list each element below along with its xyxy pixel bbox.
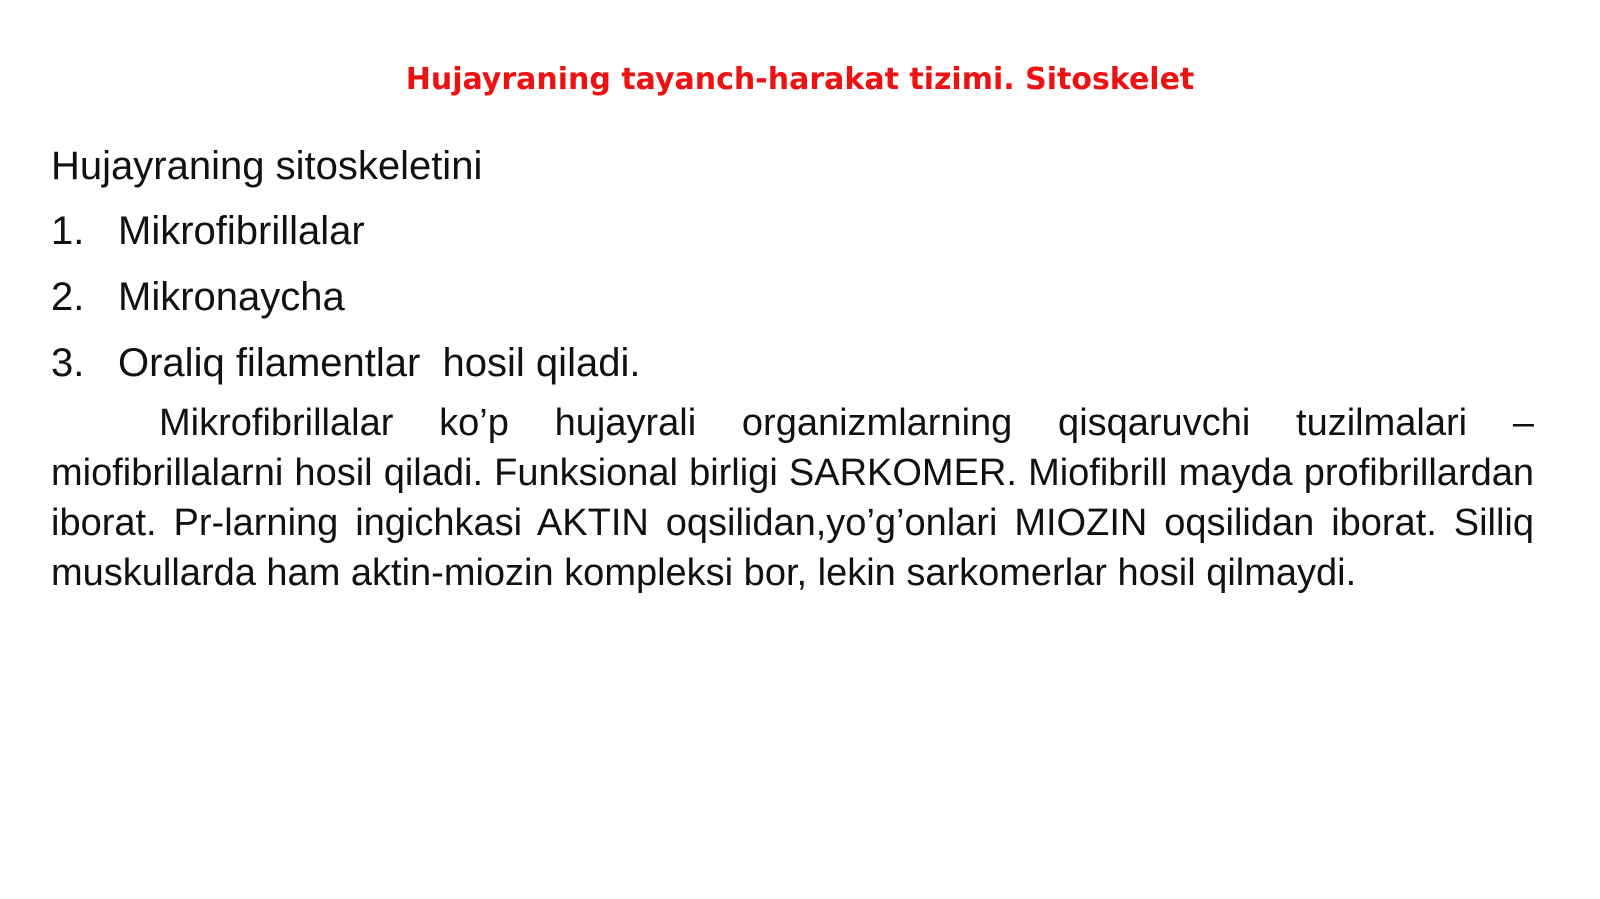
body-paragraph: Mikrofibrillalar ko’p hujayrali organizmlarning qisqaruvchi tuzilmalari – miofibrillalarni hosil qiladi. Funksional birligi SARKOMER. Miofibrill mayda profibrillardan iborat. Pr-larning ingichkasi AKTIN oqsilidan,yo’g’onlari MIOZIN oqsilidan iborat. Silliq muskullarda ham aktin-miozin kompleksi bor, lekin sarkomerlar hosil qilmaydi. [51, 402, 1534, 594]
list-item-number: 1. [51, 209, 85, 253]
numbered-list [51, 198, 1534, 396]
list-item [51, 330, 1534, 396]
list-item-text: Oraliq filamentlar hosil qiladi. [118, 341, 641, 385]
list-item-number: 3. [51, 341, 85, 385]
list-item-text: Mikrofibrillalar [118, 209, 365, 253]
intro-text: Hujayraning sitoskeletini [51, 144, 483, 188]
slide-title: Hujayraning tayanch-harakat tizimi. Sitoskelet [405, 62, 1195, 97]
list-item-number: 2. [51, 275, 85, 319]
list-item [51, 198, 1534, 264]
list-item-text: Mikronaycha [118, 275, 345, 319]
list-item [51, 264, 1534, 330]
slide-content [51, 134, 1534, 598]
